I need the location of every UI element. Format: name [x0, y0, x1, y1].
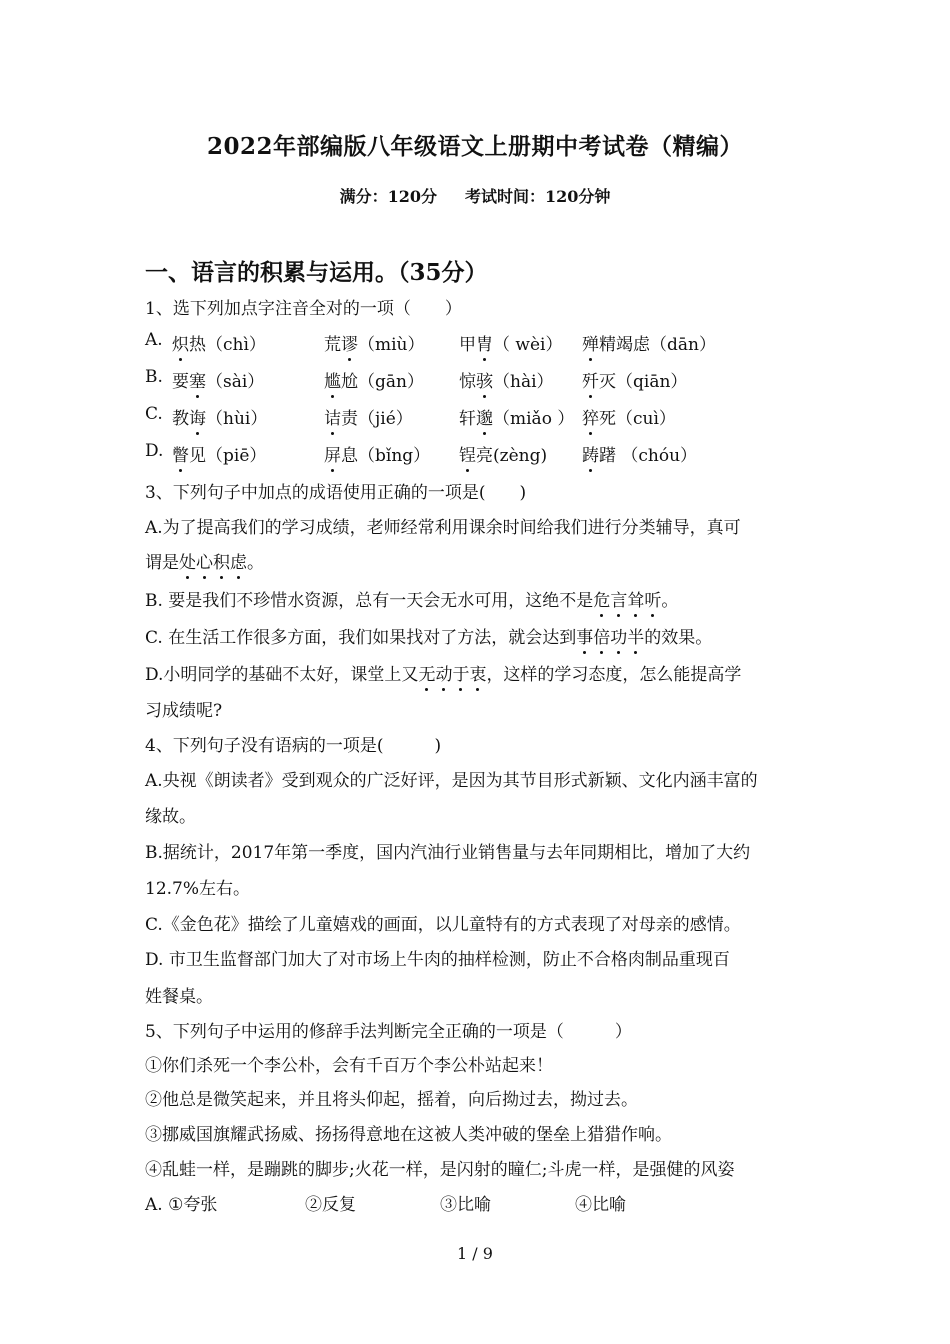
question-3-stem: 3、下列句子中加点的成语使用正确的一项是( ): [145, 483, 527, 503]
question-5-stem: 5、下列句子中运用的修辞手法判断完全正确的一项是（ ）: [145, 1022, 632, 1042]
question-4-option-a-line1: A.央视《朗读者》受到观众的广泛好评，是因为其节目形式新颖、文化内涵丰富的: [145, 771, 758, 791]
question-3-option-d-line1: D.小明同学的基础不太好，课堂上又无动于衷，这样的学习态度，怎么能提高学: [145, 665, 742, 685]
question-3-option-a-line1: A.为了提高我们的学习成绩，老师经常利用课余时间给我们进行分类辅导，真可: [145, 518, 741, 538]
section-heading: 一、语言的积累与运用。（35分）: [145, 259, 488, 286]
option-label: B.: [145, 367, 163, 387]
option-label: A.: [145, 330, 163, 350]
dotted-idiom: 事倍功半: [576, 628, 645, 648]
question-1-stem: 1、选下列加点字注音全对的一项（ ）: [145, 299, 462, 319]
question-5-sentence-1: ①你们杀死一个李公朴，会有千百万个李公朴站起来！: [145, 1056, 553, 1076]
exam-info: [0, 184, 950, 207]
question-4-option-b-line2: 12.7%左右。: [145, 879, 251, 899]
option-item: 甲胄（ wèi）: [459, 335, 563, 355]
question-3-option-a-line2: 谓是处心积虑。: [145, 553, 264, 573]
page-number: 1 / 9: [457, 1244, 493, 1263]
option-item: 踌躇 （chóu）: [582, 446, 698, 466]
option-item: 歼灭（qiān）: [582, 372, 688, 392]
option-item: 屏息（bǐng）: [324, 446, 431, 466]
option-item: 轩邈（miǎo ）: [459, 409, 575, 429]
option-label: D.: [145, 441, 164, 461]
question-4-option-c: C.《金色花》描绘了儿童嬉戏的画面，以儿童特有的方式表现了对母亲的感情。: [145, 915, 741, 935]
option-item: 教诲（hùi）: [172, 409, 268, 429]
question-1-option-c: [145, 404, 825, 428]
option-item: 要塞（sài）: [172, 372, 265, 392]
question-1-option-d: [145, 441, 825, 465]
question-1-option-b: [145, 367, 825, 391]
option-item: 殚精竭虑（dān）: [582, 335, 716, 355]
question-5-sentence-3: ③挪威国旗耀武扬威、扬扬得意地在这被人类冲破的堡垒上猎猎作响。: [145, 1125, 672, 1145]
question-4-stem: 4、下列句子没有语病的一项是( ): [145, 736, 442, 756]
question-5-option-a: A. ①夸张 ②反复 ③比喻 ④比喻: [145, 1195, 626, 1215]
question-5-sentence-4: ④乱蛙一样，是蹦跳的脚步;火花一样，是闪射的瞳仁;斗虎一样，是强健的风姿: [145, 1160, 735, 1180]
option-item: 瞥见（piē）: [172, 446, 267, 466]
dotted-idiom: 危言耸听: [593, 591, 662, 611]
question-3-option-d-line2: 习成绩呢?: [145, 701, 223, 721]
dotted-idiom: 无动于衷: [418, 665, 487, 685]
question-4-option-b-line1: B.据统计，2017年第一季度，国内汽油行业销售量与去年同期相比，增加了大约: [145, 843, 751, 863]
score-info: 满分：120分: [339, 187, 437, 206]
question-4-option-a-line2: 缘故。: [145, 807, 196, 827]
question-5-sentence-2: ②他总是微笑起来，并且将头仰起，摇着，向后拗过去，拗过去。: [145, 1090, 638, 1110]
option-item: 炽热（chì）: [172, 335, 266, 355]
option-item: 猝死（cuì）: [582, 409, 676, 429]
option-label: C.: [145, 404, 163, 424]
time-info: 考试时间：120分钟: [465, 187, 611, 206]
dotted-idiom: 处心积虑: [179, 553, 247, 573]
question-1-option-a: [145, 330, 825, 354]
question-3-option-c: C. 在生活工作很多方面，我们如果找对了方法，就会达到事倍功半的效果。: [145, 628, 713, 648]
question-4-option-d-line1: D. 市卫生监督部门加大了对市场上牛肉的抽样检测，防止不合格肉制品重现百: [145, 950, 730, 970]
option-item: 锃亮(zèng): [459, 446, 548, 466]
option-item: 荒谬（miù）: [324, 335, 425, 355]
page-title: 2022年部编版八年级语文上册期中考试卷（精编）: [206, 133, 743, 160]
question-4-option-d-line2: 姓餐桌。: [145, 987, 213, 1007]
question-3-option-b: B. 要是我们不珍惜水资源，总有一天会无水可用，这绝不是危言耸听。: [145, 591, 679, 611]
option-item: 尴尬（gān）: [324, 372, 424, 392]
option-item: 诘责（jié）: [324, 409, 413, 429]
option-item: 惊骇（hài）: [459, 372, 554, 392]
